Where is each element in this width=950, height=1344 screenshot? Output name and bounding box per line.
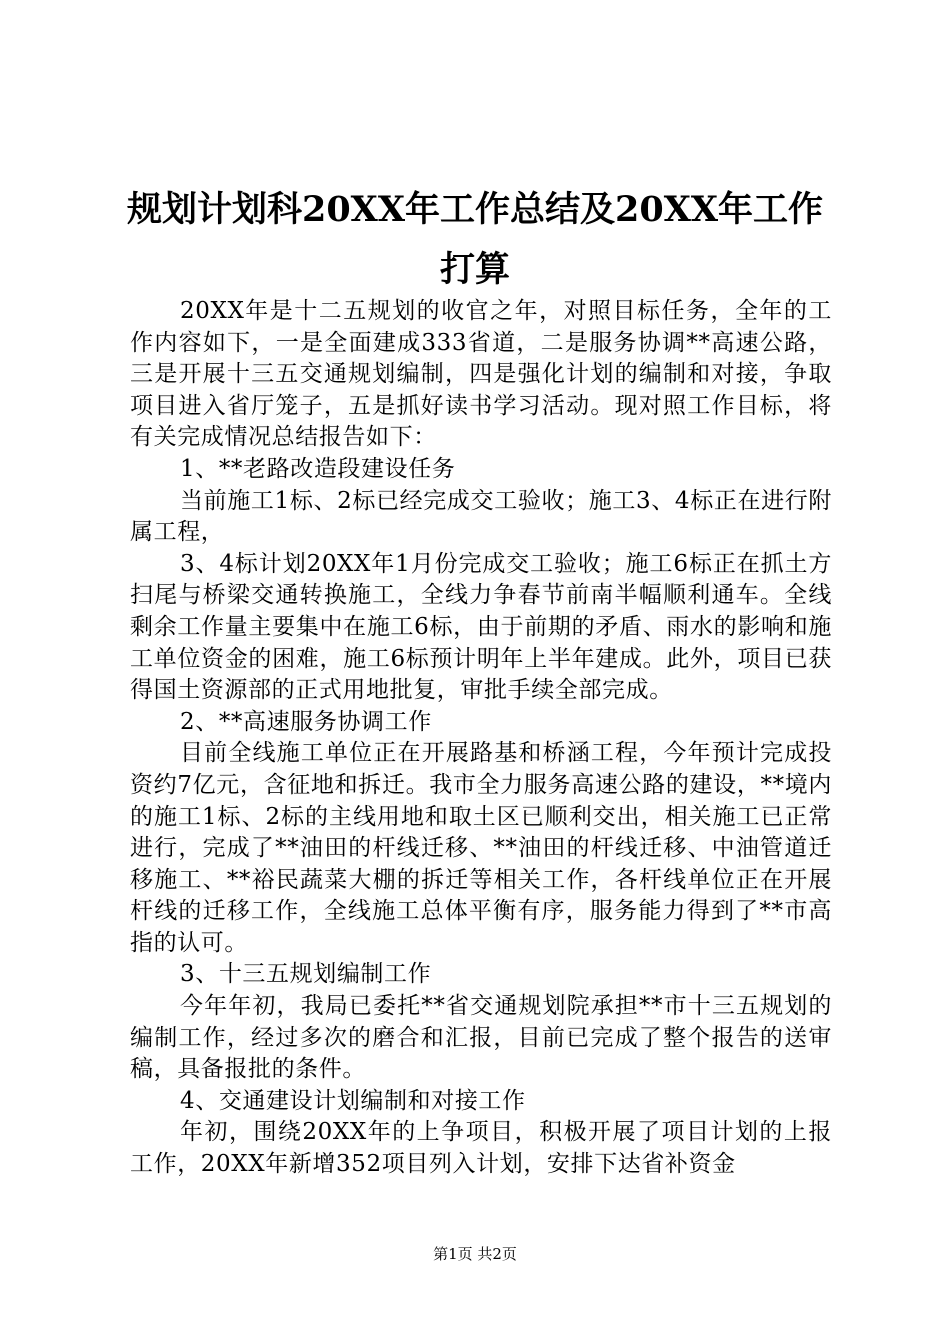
page-number: 第1页 (433, 1245, 473, 1263)
section-3-paragraph: 今年年初，我局已委托**省交通规划院承担**市十三五规划的编制工作，经过多次的磨合和汇报，目前已完成了整个报告的送审稿，具备报批的条件。 (130, 993, 832, 1083)
section-4-paragraph: 年初，围绕20XX年的上争项目，积极开展了项目计划的上报工作，20XX年新增352项目列入计划，安排下达省补资金 (130, 1119, 832, 1178)
document-body (130, 296, 832, 1181)
section-heading-2: 2、**高速服务协调工作 (180, 708, 432, 735)
document-title: 规划计划科20XX年工作总结及20XX年工作打算 (126, 189, 824, 290)
page-footer (0, 1244, 950, 1264)
section-1-paragraph-1: 当前施工1标、2标已经完成交工验收；施工3、4标正在进行附属工程， (130, 487, 832, 546)
section-1-paragraph-2: 3、4标计划20XX年1月份完成交工验收；施工6标正在抓土方扫尾与桥梁交通转换施工，全线力争春节前南半幅顺利通车。全线剩余工作量主要集中在施工6标，由于前期的矛盾、雨水的影响和施工单位资金的困难，施工6标预计明年上半年建成。此外，项目已获得国土资源部的正式用地批复，审批手续全部完成。 (130, 550, 832, 704)
intro-paragraph: 20XX年是十二五规划的收官之年，对照目标任务，全年的工作内容如下，一是全面建成333省道，二是服务协调**高速公路，三是开展十三五交通规划编制，四是强化计划的编制和对接，争取项目进入省厅笼子，五是抓好读书学习活动。现对照工作目标，将有关完成情况总结报告如下： (130, 298, 832, 451)
section-2-paragraph: 目前全线施工单位正在开展路基和桥涵工程，今年预计完成投资约7亿元，含征地和拆迁。我市全力服务高速公路的建设，**境内的施工1标、2标的主线用地和取土区已顺利交出，相关施工已正常进行，完成了**油田的杆线迁移、**油田的杆线迁移、中油管道迁移施工、**裕民蔬菜大棚的拆迁等相关工作，各杆线单位正在开展杆线的迁移工作，全线施工总体平衡有序，服务能力得到了**市高指的认可。 (130, 740, 832, 956)
page-total: 共2页 (477, 1245, 517, 1263)
section-heading-1: 1、**老路改造段建设任务 (180, 455, 456, 482)
section-heading-4: 4、交通建设计划编制和对接工作 (180, 1087, 526, 1114)
section-heading-3: 3、十三五规划编制工作 (180, 961, 432, 988)
